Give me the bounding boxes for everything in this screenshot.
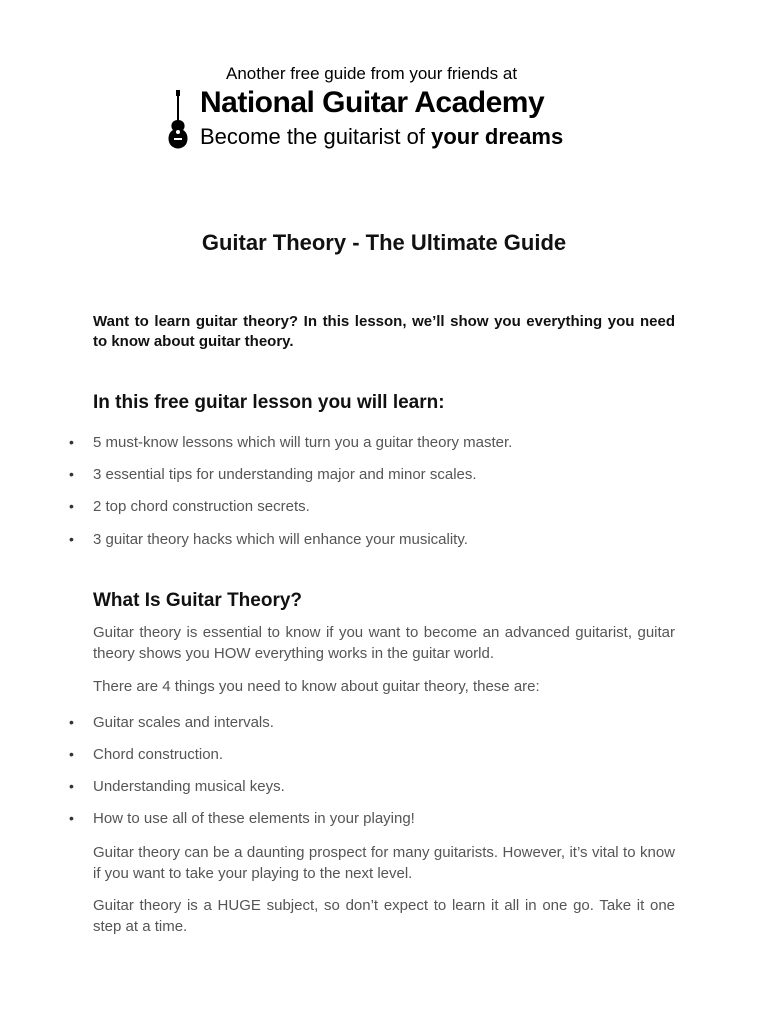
bullet-icon: • — [69, 498, 74, 514]
list-item-text: 3 essential tips for understanding major and minor scales. — [93, 466, 477, 483]
bullet-icon: • — [69, 810, 74, 826]
list-item — [69, 810, 415, 827]
intro-paragraph: Want to learn guitar theory? In this lesson, we’ll show you everything you need to know about guitar theory. — [93, 313, 675, 350]
list-item — [69, 498, 310, 515]
theory-paragraph-4: Guitar theory is a HUGE subject, so don’t expect to learn it all in one go. Take it one step at a time. — [93, 897, 675, 935]
what-heading: What Is Guitar Theory? — [93, 590, 303, 611]
list-item-text: Chord construction. — [93, 746, 224, 763]
list-item-text: 3 guitar theory hacks which will enhance your musicality. — [93, 531, 468, 548]
list-item — [69, 714, 274, 731]
bullet-icon: • — [69, 466, 74, 482]
list-item — [69, 778, 285, 795]
guitar-icon — [166, 90, 190, 150]
bullet-icon: • — [69, 714, 74, 730]
slogan-start: Become the guitarist of — [200, 124, 432, 149]
brand-slogan — [200, 124, 563, 150]
bullet-icon: • — [69, 778, 74, 794]
list-item — [69, 746, 224, 763]
theory-paragraph-1: Guitar theory is essential to know if you want to become an advanced guitarist, guitar theory shows you HOW everything works in the guitar world. — [93, 624, 675, 662]
bullet-icon: • — [69, 531, 74, 547]
list-item-text: 5 must-know lessons which will turn you a guitar theory master. — [93, 434, 513, 451]
theory-paragraph-3: Guitar theory can be a daunting prospect for many guitarists. However, it’s vital to know if you want to take your playing to the next level. — [93, 844, 675, 882]
list-item — [69, 531, 468, 548]
slogan-bold: your dreams — [431, 124, 564, 149]
list-item — [69, 466, 477, 483]
list-item-text: Understanding musical keys. — [93, 778, 285, 795]
learn-heading: In this free guitar lesson you will learn: — [93, 392, 445, 413]
page-title: Guitar Theory - The Ultimate Guide — [201, 230, 567, 255]
brand-name: National Guitar Academy — [200, 86, 545, 119]
bullet-icon: • — [69, 434, 74, 450]
list-item-text: 2 top chord construction secrets. — [93, 498, 310, 515]
academy-logo — [160, 62, 610, 154]
list-item-text: How to use all of these elements in your playing! — [93, 810, 415, 827]
bullet-icon: • — [69, 746, 74, 762]
logo-tagline: Another free guide from your friends at — [226, 64, 518, 83]
theory-paragraph-2: There are 4 things you need to know about guitar theory, these are: — [93, 678, 540, 695]
list-item-text: Guitar scales and intervals. — [93, 714, 274, 731]
list-item — [69, 434, 513, 451]
